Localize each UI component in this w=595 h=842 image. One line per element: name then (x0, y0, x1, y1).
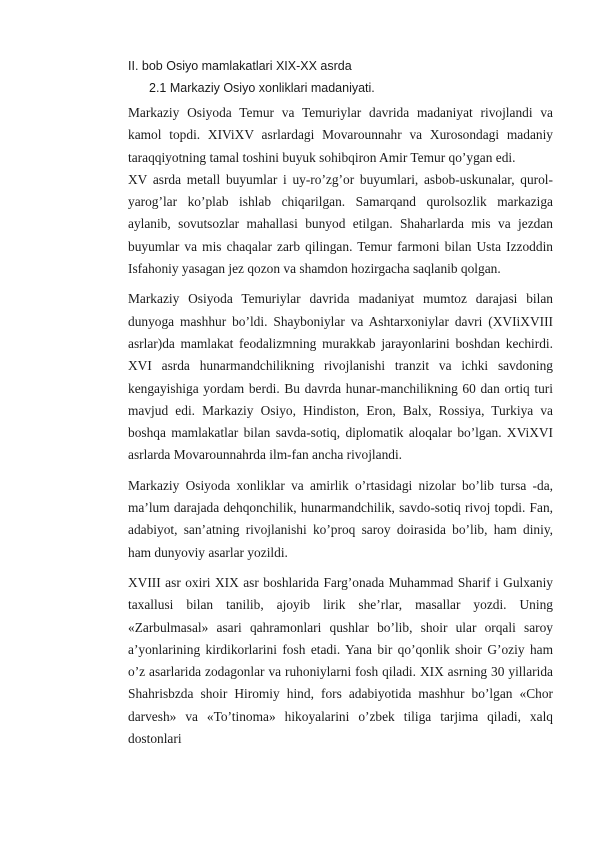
section-heading: 2.1 Markaziy Osiyo xonliklari madaniyati. (149, 81, 375, 95)
chapter-heading: II. bob Osiyo mamlakatlari XIX-XX asrda (128, 59, 352, 73)
paragraph-5: XVIII asr oxiri XIX asr boshlarida Farg’onada Muhammad Sharif i Gulxaniy taxallusi bilan tanilib, ajoyib lirik she’rlar, masallar yozdi. Uning «Zarbulmasal» asari qahramonlari qushlar bo’lib, shoir ular orqali saroy a’yonlarining kirdikorlarini fosh etadi. Yana bir qo’qonlik shoir G’oziy ham o’z asarlarida zodagonlar va ruhoniylarni fosh qiladi. XIX asrning 30 yillarida Shahrisbzda shoir Hiromiy hind, fors adabiyotida mashhur bo’lgan «Chor darvesh» va «To’tinoma» hikoyalarini o’zbek tiliga tarjima qiladi, xalq dostonlari (128, 574, 553, 747)
paragraph-2: XV asrda metall buyumlar i uy-ro’zg’or buyumlari, asbob-uskunalar, qurol-yarog’lar ko’plab ishlab chiqarilgan. Samarqand qurolsozlik markaziga aylanib, sovutsozlar mahallasi bunyod etilgan. Shaharlarda mis va jezdan buyumlar va mis chaqalar zarb qilingan. Temur farmoni bilan Usta Izzoddin Isfahoniy yasagan jez qozon va shamdon hozirgacha saqlanib qolgan. (128, 171, 553, 277)
body-text (128, 102, 553, 750)
paragraph-1: Markaziy Osiyoda Temur va Temuriylar davrida madaniyat rivojlandi va kamol topdi. XIViXV asrlardagi Movarounnahr va Xurosondagi madaniy taraqqiyotning tamal toshini buyuk sohibqiron Amir Temur qo’ygan edi. (128, 105, 553, 165)
paragraph-4: Markaziy Osiyoda xonliklar va amirlik o’rtasidagi nizolar bo’lib tursa -da, ma’lum darajada dehqonchilik, hunarmandchilik, savdo-sotiq rivoj topdi. Fan, adabiyot, san’atning rivojlanishi ko’proq saroy doirasida bo’lib, ham diniy, ham dunyoviy asarlar yozildi. (128, 477, 553, 560)
paragraph-3: Markaziy Osiyoda Temuriylar davrida madaniyat mumtoz darajasi bilan dunyoga mashhur bo’ldi. Shayboniylar va Ashtarxoniylar davri (XVIiXVIII asrlar)da mamlakat feodalizmning murakkab jarayonlarini boshdan kechirdi. XVI asrda hunarmandchilikning rivojlanishi tranzit va ichki savdoning kengayishiga yordam berdi. Bu davrda hunar-manchilikning 60 dan ortiq turi mavjud edi. Markaziy Osiyo, Hindiston, Eron, Balx, Rossiya, Turkiya va boshqa mamlakatlar bilan savda-sotiq, diplomatik aloqalar bo’lgan. XViXVI asrlarda Movarounnahrda ilm-fan ancha rivojlandi. (128, 291, 553, 463)
